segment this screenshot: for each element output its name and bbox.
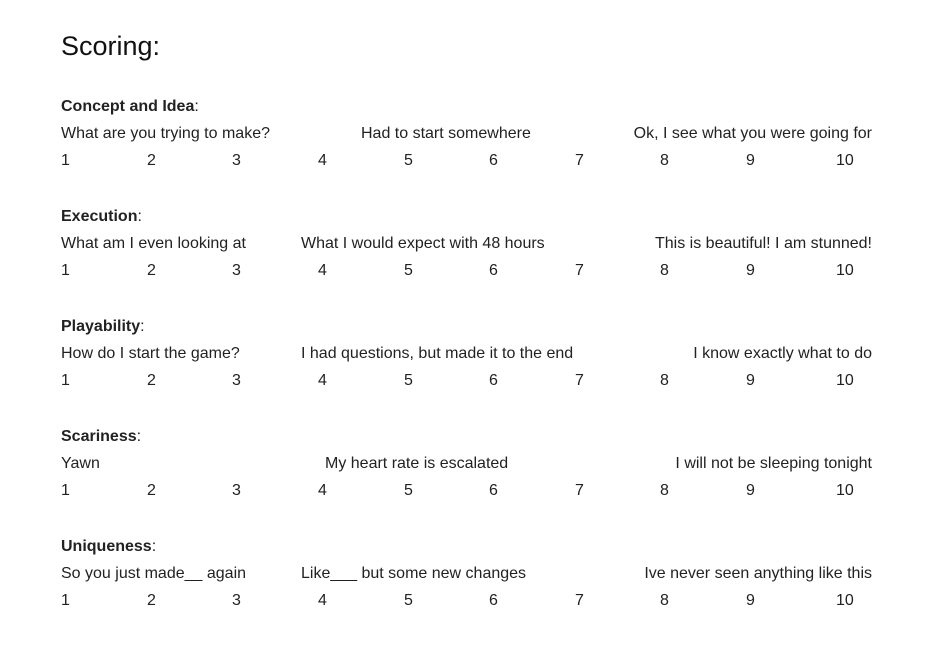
criterion-colon: : xyxy=(151,538,157,555)
score-6: 6 xyxy=(489,482,498,499)
score-scale xyxy=(61,482,881,504)
score-10: 10 xyxy=(836,592,854,609)
mid-descriptor: Like___ but some new changes xyxy=(301,565,527,582)
score-3: 3 xyxy=(232,592,241,609)
score-8: 8 xyxy=(660,262,669,279)
score-9: 9 xyxy=(746,372,755,389)
criterion-heading xyxy=(61,208,142,226)
criterion-scariness xyxy=(61,428,881,518)
score-9: 9 xyxy=(746,152,755,169)
score-8: 8 xyxy=(660,482,669,499)
mid-descriptor: I had questions, but made it to the end xyxy=(301,345,574,362)
score-1: 1 xyxy=(61,482,70,499)
score-6: 6 xyxy=(489,262,498,279)
score-4: 4 xyxy=(318,482,327,499)
score-scale xyxy=(61,262,881,284)
criterion-name: Execution xyxy=(61,208,138,225)
scale-descriptions xyxy=(61,565,881,587)
criterion-name: Scariness xyxy=(61,428,137,445)
criterion-colon: : xyxy=(136,428,142,445)
high-descriptor: Ok, I see what you were going for xyxy=(633,125,872,142)
score-7: 7 xyxy=(575,152,584,169)
high-descriptor: Ive never seen anything like this xyxy=(644,565,872,582)
score-10: 10 xyxy=(836,262,854,279)
score-scale xyxy=(61,592,881,614)
scale-descriptions xyxy=(61,125,881,147)
score-5: 5 xyxy=(404,152,413,169)
score-4: 4 xyxy=(318,262,327,279)
score-4: 4 xyxy=(318,152,327,169)
score-9: 9 xyxy=(746,482,755,499)
score-5: 5 xyxy=(404,262,413,279)
criterion-concept-and-idea xyxy=(61,98,881,188)
score-7: 7 xyxy=(575,372,584,389)
score-3: 3 xyxy=(232,262,241,279)
criterion-name: Concept and Idea xyxy=(61,98,195,115)
low-descriptor: What am I even looking at xyxy=(61,235,246,252)
score-7: 7 xyxy=(575,262,584,279)
criterion-heading xyxy=(61,428,141,446)
criterion-heading xyxy=(61,318,145,336)
mid-descriptor: Had to start somewhere xyxy=(361,125,531,142)
criterion-uniqueness xyxy=(61,538,881,628)
score-4: 4 xyxy=(318,592,327,609)
score-1: 1 xyxy=(61,152,70,169)
score-4: 4 xyxy=(318,372,327,389)
score-scale xyxy=(61,372,881,394)
criterion-name: Uniqueness xyxy=(61,538,152,555)
low-descriptor: How do I start the game? xyxy=(61,345,240,362)
score-6: 6 xyxy=(489,152,498,169)
criterion-colon: : xyxy=(194,98,199,115)
score-7: 7 xyxy=(575,592,584,609)
low-descriptor: What are you trying to make? xyxy=(61,125,270,142)
mid-descriptor: What I would expect with 48 hours xyxy=(301,235,545,252)
score-9: 9 xyxy=(746,262,755,279)
high-descriptor: This is beautiful! I am stunned! xyxy=(655,235,872,252)
score-5: 5 xyxy=(404,592,413,609)
criterion-colon: : xyxy=(140,318,145,335)
criterion-heading xyxy=(61,538,156,556)
high-descriptor: I will not be sleeping tonight xyxy=(675,455,872,472)
low-descriptor: So you just made__ again xyxy=(61,565,247,582)
scale-descriptions xyxy=(61,345,881,367)
scale-descriptions xyxy=(61,455,881,477)
criterion-name: Playability xyxy=(61,318,141,335)
criterion-colon: : xyxy=(137,208,142,225)
score-6: 6 xyxy=(489,592,498,609)
score-2: 2 xyxy=(147,152,156,169)
score-1: 1 xyxy=(61,592,70,609)
score-10: 10 xyxy=(836,152,854,169)
score-7: 7 xyxy=(575,482,584,499)
score-scale xyxy=(61,152,881,174)
score-10: 10 xyxy=(836,482,854,499)
criterion-execution xyxy=(61,208,881,298)
score-3: 3 xyxy=(232,152,241,169)
page-title: Scoring: xyxy=(61,31,161,61)
score-1: 1 xyxy=(61,262,70,279)
score-1: 1 xyxy=(61,372,70,389)
score-8: 8 xyxy=(660,592,669,609)
score-9: 9 xyxy=(746,592,755,609)
score-2: 2 xyxy=(147,592,156,609)
score-6: 6 xyxy=(489,372,498,389)
score-8: 8 xyxy=(660,152,669,169)
score-3: 3 xyxy=(232,372,241,389)
high-descriptor: I know exactly what to do xyxy=(693,345,872,362)
score-3: 3 xyxy=(232,482,241,499)
score-10: 10 xyxy=(836,372,854,389)
mid-descriptor: My heart rate is escalated xyxy=(325,455,509,472)
score-8: 8 xyxy=(660,372,669,389)
criterion-playability xyxy=(61,318,881,408)
criterion-heading xyxy=(61,98,199,116)
score-5: 5 xyxy=(404,482,413,499)
low-descriptor: Yawn xyxy=(61,455,100,472)
score-2: 2 xyxy=(147,262,156,279)
score-2: 2 xyxy=(147,482,156,499)
scale-descriptions xyxy=(61,235,881,257)
score-2: 2 xyxy=(147,372,156,389)
score-5: 5 xyxy=(404,372,413,389)
